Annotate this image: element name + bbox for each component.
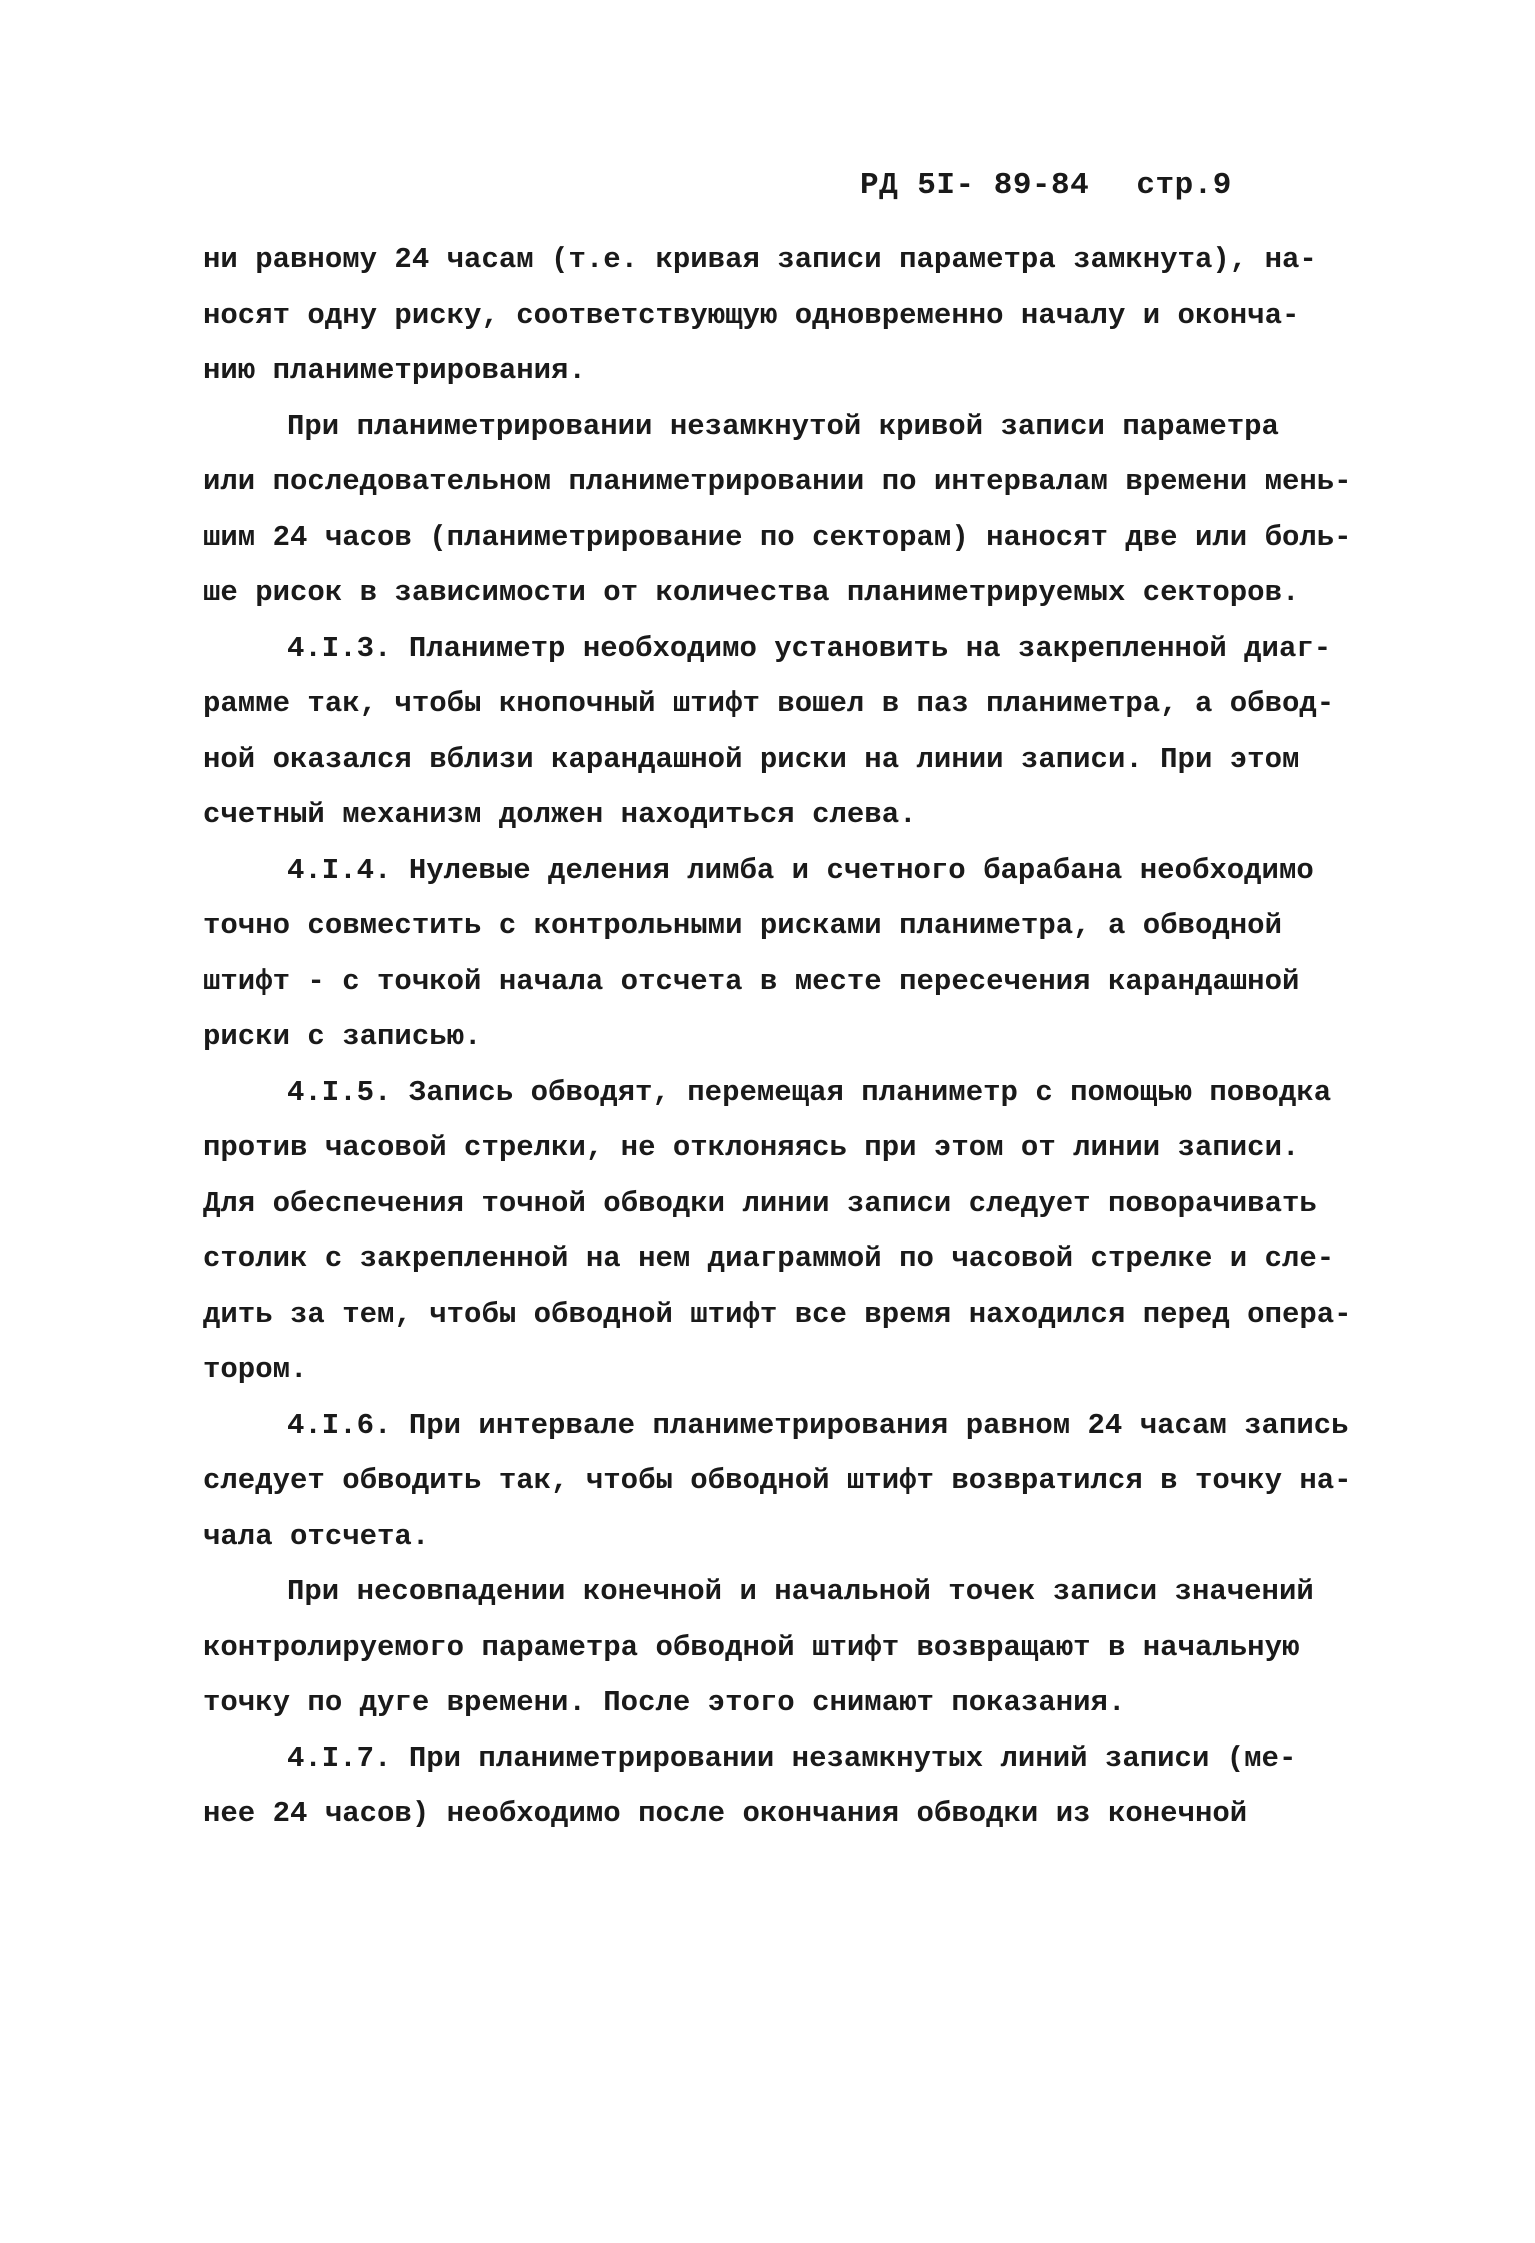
document-code: РД 5I- 89-84 [860,168,1090,203]
text-line: При несовпадении конечной и начальной точек записи значений [287,1575,1314,1608]
text-line: ни равному 24 часам (т.е. кривая записи параметра замкнута), на- [203,243,1317,276]
text-line: Для обеспечения точной обводки линии записи следует поворачивать [203,1186,1317,1220]
text-line: При планиметрировании незамкнутой кривой записи параметра [287,409,1279,443]
text-line: носят одну риску, соответствующую одновременно началу и оконча- [203,298,1300,332]
text-line: 4.I.3. Планиметр необходимо установить на закрепленной диаг- [287,631,1332,665]
text-line: шим 24 часов (планиметрирование по секторам) наносят две или боль- [203,520,1352,554]
text-line: риски с записью. [203,1020,482,1053]
text-line: точно совместить с контрольными рисками планиметра, а обводной [203,909,1282,942]
document-body [203,232,1353,1842]
text-line: следует обводить так, чтобы обводной штифт возвратился в точку на- [203,1464,1352,1497]
text-line: 4.I.4. Нулевые деления лимба и счетного барабана необходимо [287,853,1314,887]
text-line: столик с закрепленной на нем диаграммой по часовой стрелке и сле- [203,1242,1335,1275]
text-line: нию планиметрирования. [203,354,586,387]
text-line: против часовой стрелки, не отклоняясь при этом от линии записи. [203,1131,1300,1164]
text-line: ше рисок в зависимости от количества планиметрируемых секторов. [203,576,1300,609]
text-line: 4.I.7. При планиметрировании незамкнутых линий записи (ме- [287,1741,1297,1775]
text-line: нее 24 часов) необходимо после окончания обводки из конечной [203,1797,1248,1830]
text-line: штифт - с точкой начала отсчета в месте пересечения карандашной [203,964,1300,998]
page-header [860,168,1260,203]
text-line: чала отсчета. [203,1519,430,1553]
text-line: ной оказался вблизи карандашной риски на линии записи. При этом [203,742,1300,776]
text-line: или последовательном планиметрировании по интервалам времени мень- [203,465,1352,498]
text-line: 4.I.5. Запись обводят, перемещая планиметр с помощью поводка [287,1075,1332,1109]
text-line: контролируемого параметра обводной штифт возвращают в начальную [203,1630,1300,1664]
text-line: точку по дуге времени. После этого снимают показания. [203,1686,1126,1719]
text-line: рамме так, чтобы кнопочный штифт вошел в паз планиметра, а обвод- [203,687,1335,720]
page-number: стр.9 [1136,168,1232,203]
text-line: счетный механизм должен находиться слева. [203,798,917,831]
text-line: тором. [203,1353,308,1386]
text-line: дить за тем, чтобы обводной штифт все время находился перед опера- [203,1297,1352,1331]
text-line: 4.I.6. При интервале планиметрирования равном 24 часам запись [287,1408,1349,1442]
